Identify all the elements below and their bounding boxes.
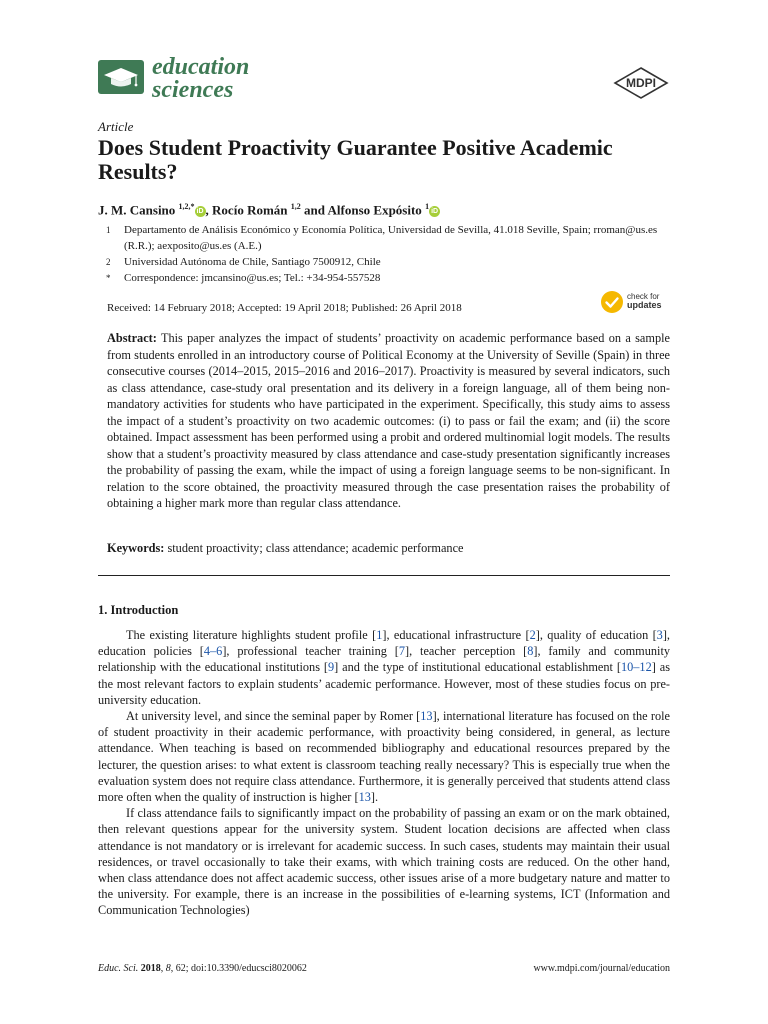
citation-link[interactable]: 3 [656, 628, 663, 642]
journal-url[interactable]: www.mdpi.com/journal/education [533, 963, 670, 974]
abstract-label: Abstract: [107, 331, 157, 345]
abstract [107, 330, 670, 512]
author-name: Rocío Román [212, 202, 288, 218]
citation-link[interactable]: 10–12 [620, 660, 652, 675]
author-affil-marks: 1,2 [290, 202, 301, 211]
citation-link[interactable]: 1 [376, 628, 383, 642]
keywords [107, 541, 463, 556]
citation-link[interactable]: 7 [398, 644, 406, 659]
author-name: Alfonso Expósito [327, 202, 422, 218]
journal-name: education sciences [152, 54, 250, 103]
body-text [98, 627, 670, 919]
author-list: J. M. Cansino $^{1,2,*}$iD , Rocío Román $^{1,2}$ and Alfonso Expósito $^1$iD [98, 202, 439, 218]
abstract-text: This paper analyzes the impact of students’ proactivity on academic performance based on a sample from students enrolled in an introductory course of Political Economy at the University of Seville (Spain) in three consecutive courses (2014–2015, 2015–2016 and 2016–2017). Proactivity is measured by several indicators, such as class attendance, case-study oral presentation and its delivery in a foreign language, all of them being non-mandatory activities for students who have participated in the experiment. Specifically, this study aims to assess the impact of a student’s proactivity on two academic outcomes: (i) to pass or fail the exam; and (ii) the score obtained. Impact assessment has been performed using a probit and ordered multinomial logit models. The results show that a student’s proactivity measured by class attendance and case-study presentation significantly increases the probability of passing the exam, while the impact of using a foreign language seems to be non-significant. In relation to the score obtained, the proactivity measured through the case presentation raises the probability of obtaining a higher mark more than regular class attendance. [107, 331, 670, 510]
graduation-cap-icon [98, 60, 144, 94]
correspondence: * Correspondence: jmcansino@us.es; Tel.: +34-954-557528 [106, 272, 381, 284]
mdpi-logo [612, 67, 670, 99]
citation-link[interactable]: 8 [527, 644, 534, 659]
paragraph: At university level, and since the seminal paper by Romer [13], international literature has focused on the role of student proactivity in their academic performance, with proactivity being considered, in general, as lecture attendance. When teaching is based on recommended bibliography and educational resources prepared by the lecturer, the question arises: to what extent is classroom teaching really necessary? This is especially true when the evaluation system does not require class attendance. Furthermore, it is generally perceived that students attend class more often when the quality of instruction is higher [13]. [98, 709, 670, 805]
check-for-updates-badge[interactable]: check for updates [600, 290, 672, 316]
publication-dates: Received: 14 February 2018; Accepted: 19 April 2018; Published: 26 April 2018 [107, 302, 462, 314]
check-updates-icon [600, 290, 624, 314]
affiliations [98, 222, 678, 286]
svg-text:MDPI: MDPI [626, 76, 656, 90]
keywords-label: Keywords: [107, 541, 165, 555]
article-type: Article [98, 119, 134, 134]
affiliation-item: 1 Departamento de Análisis Económico y Economía Política, Universidad de Sevilla, 41.018 Seville, Spain; rroman@us.es (R.R.); aexposito@us.es (A.E.) [106, 224, 658, 252]
paragraph: The existing literature highlights student profile [1], educational infrastructure [2], quality of education [3], education policies [4–6], professional teacher training [7], teacher perception [8], family and community relationship with the educational institutions [9] and the type of institutional educational establishment [10–12] as the most relevant factors to explain students’ academic performance. However, most of these studies focus on pre-university education. [98, 628, 671, 707]
paragraph: If class attendance fails to significantly impact on the probability of passing an exam or on the mark obtained, then relevant questions appear for the university system. Student location decisions are affected when class attendance is not mandatory or is irrelevant for academic success. In such cases, students may maintain their usual residences, or travel occasionally to take their exams, with which training costs are reduced. On the other hand, when class attendance does not affect academic success, other issues arise of a more budgetary nature and matter to the university. For example, there is an increase in the possibilities of e-learning systems, ICT (Information and Communication Technologies) [98, 806, 670, 918]
citation-link[interactable]: 9 [328, 660, 335, 675]
orcid-icon[interactable]: iD [431, 208, 439, 216]
citation-link[interactable]: 4–6 [203, 644, 223, 659]
author-affil-marks: 1 [425, 202, 430, 211]
author-affil-marks: 1,2,* [178, 202, 195, 211]
keywords-text: student proactivity; class attendance; academic performance [167, 541, 464, 555]
affiliation-item: 2 Universidad Autónoma de Chile, Santiago 7500912, Chile [106, 256, 381, 268]
author-conjunction: and [304, 202, 325, 218]
citation-link[interactable]: 13 [420, 709, 433, 724]
citation-info: Educ. Sci. 2018, 8, 62; doi:10.3390/educsci8020062 [98, 963, 307, 974]
divider [98, 575, 670, 576]
orcid-icon[interactable]: iD [196, 208, 204, 216]
citation-link[interactable]: 13 [358, 790, 371, 805]
citation-link[interactable]: 2 [529, 628, 536, 642]
author-name: J. M. Cansino [98, 202, 176, 218]
section-heading: 1. Introduction [98, 603, 179, 617]
page-title: Does Student Proactivity Guarantee Positive Academic Results? [98, 135, 613, 184]
